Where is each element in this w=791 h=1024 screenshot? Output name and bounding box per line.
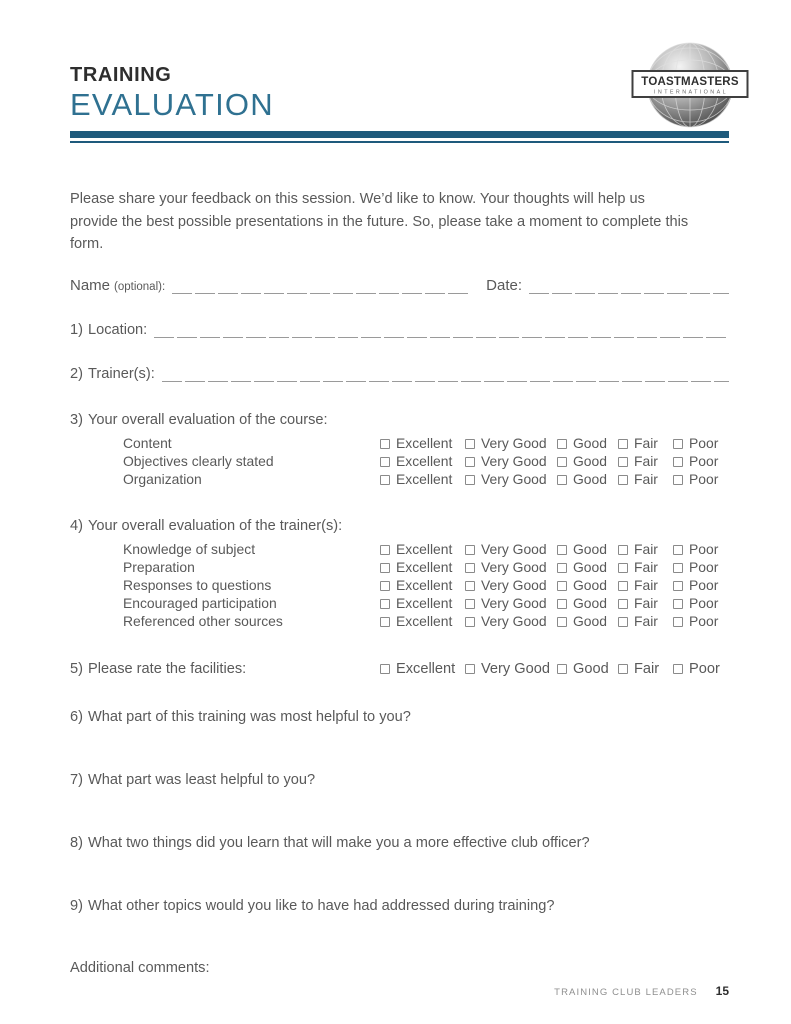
rule-thin — [70, 141, 729, 144]
rating-label: Very Good — [481, 594, 547, 611]
checkbox-icon[interactable] — [673, 581, 683, 591]
checkbox-icon[interactable] — [673, 457, 683, 467]
checkbox-icon[interactable] — [557, 581, 567, 591]
question-least-helpful — [70, 772, 729, 788]
rating-option-excellent[interactable] — [380, 470, 465, 488]
checkbox-icon[interactable] — [618, 599, 628, 609]
rating-label: Poor — [689, 452, 719, 469]
rating-label: Poor — [689, 558, 719, 575]
checkbox-icon[interactable] — [618, 457, 628, 467]
rating-label: Fair — [634, 434, 658, 451]
checkbox-icon[interactable] — [557, 439, 567, 449]
checkbox-icon[interactable] — [380, 581, 390, 591]
rating-option-good[interactable] — [557, 576, 618, 594]
rating-option-very-good[interactable] — [465, 660, 557, 678]
checkbox-icon[interactable] — [673, 599, 683, 609]
rating-label: Poor — [689, 612, 719, 629]
rating-label: Excellent — [396, 660, 456, 677]
question-trainer-evaluation — [70, 518, 729, 630]
trainer-rating-rows — [70, 540, 729, 630]
checkbox-icon[interactable] — [380, 599, 390, 609]
rating-option-poor[interactable] — [673, 594, 729, 612]
rating-label: Very Good — [481, 576, 547, 593]
checkbox-icon[interactable] — [673, 617, 683, 627]
checkbox-icon[interactable] — [380, 439, 390, 449]
question-label: Your overall evaluation of the course: — [88, 411, 328, 428]
rating-option-poor[interactable] — [673, 612, 729, 630]
location-input-line[interactable] — [154, 324, 729, 338]
rating-label: Excellent — [396, 452, 453, 469]
question-label: Your overall evaluation of the trainer(s): — [88, 517, 343, 534]
footer-page-number: 15 — [715, 984, 729, 998]
checkbox-icon[interactable] — [380, 664, 390, 674]
rating-option-poor[interactable] — [673, 660, 729, 678]
rating-label: Good — [573, 470, 607, 487]
rating-row — [123, 434, 729, 452]
question-trainers — [70, 366, 729, 382]
trainers-input-line[interactable] — [162, 368, 729, 382]
question-label: What other topics would you like to have had addressed during training? — [88, 897, 555, 914]
question-most-helpful — [70, 709, 729, 725]
rating-option-excellent[interactable] — [380, 452, 465, 470]
checkbox-icon[interactable] — [557, 457, 567, 467]
rating-label: Excellent — [396, 540, 453, 557]
rating-option-poor[interactable] — [673, 540, 729, 558]
header-rule — [70, 131, 729, 144]
rating-option-good[interactable] — [557, 540, 618, 558]
globe-icon — [631, 40, 749, 130]
rating-row — [123, 452, 729, 470]
logo-text-secondary: INTERNATIONAL — [654, 89, 728, 96]
date-label: Date: — [486, 276, 522, 294]
rating-label: Good — [573, 434, 607, 451]
rating-label: Very Good — [481, 558, 547, 575]
rating-label: Good — [573, 612, 607, 629]
rating-label: Fair — [634, 558, 658, 575]
rating-label: Very Good — [481, 660, 550, 677]
page-title: EVALUATION — [70, 87, 274, 122]
rating-option-excellent[interactable] — [380, 434, 465, 452]
checkbox-icon[interactable] — [465, 664, 475, 674]
rating-row — [123, 576, 729, 594]
rating-option-good[interactable] — [557, 612, 618, 630]
rating-label: Fair — [634, 540, 658, 557]
checkbox-icon[interactable] — [465, 617, 475, 627]
question-other-topics — [70, 898, 729, 914]
rating-label: Poor — [689, 576, 719, 593]
checkbox-icon[interactable] — [673, 563, 683, 573]
rating-label: Fair — [634, 612, 658, 629]
question-number: 2) — [70, 365, 83, 382]
question-course-evaluation — [70, 412, 729, 488]
criterion-label: Encouraged participation — [123, 594, 277, 611]
question-label: Trainer(s): — [88, 365, 155, 382]
rating-option-good[interactable] — [557, 558, 618, 576]
rating-option-fair[interactable] — [618, 594, 673, 612]
question-label: Location: — [88, 321, 148, 338]
rating-label: Fair — [634, 470, 658, 487]
rating-label: Very Good — [481, 540, 547, 557]
question-number: 5) — [70, 660, 83, 677]
checkbox-icon[interactable] — [465, 563, 475, 573]
rating-option-very-good[interactable] — [465, 558, 557, 576]
name-label: Name — [70, 276, 111, 294]
checkbox-icon[interactable] — [673, 439, 683, 449]
rating-option-fair[interactable] — [618, 540, 673, 558]
checkbox-icon[interactable] — [618, 475, 628, 485]
rating-option-poor[interactable] — [673, 558, 729, 576]
rating-row — [123, 558, 729, 576]
checkbox-icon[interactable] — [557, 545, 567, 555]
criterion-label: Content — [123, 434, 172, 451]
checkbox-icon[interactable] — [380, 545, 390, 555]
checkbox-icon[interactable] — [557, 617, 567, 627]
question-label: What part was least helpful to you? — [88, 771, 316, 788]
rating-label: Poor — [689, 434, 719, 451]
rating-label: Very Good — [481, 612, 547, 629]
criterion-label: Referenced other sources — [123, 612, 283, 629]
rating-option-fair[interactable] — [618, 660, 673, 678]
rating-label: Poor — [689, 660, 720, 677]
question-label: What part of this training was most helpful to you? — [88, 708, 411, 725]
rating-option-fair[interactable] — [618, 470, 673, 488]
page-title-kicker: TRAINING — [70, 64, 172, 86]
rating-label: Very Good — [481, 470, 547, 487]
question-number: 8) — [70, 834, 83, 851]
course-rating-rows — [70, 434, 729, 488]
question-number: 9) — [70, 897, 83, 914]
rating-label: Good — [573, 540, 607, 557]
rating-label: Good — [573, 660, 609, 677]
rating-option-very-good[interactable] — [465, 470, 557, 488]
checkbox-icon[interactable] — [465, 475, 475, 485]
checkbox-icon[interactable] — [673, 475, 683, 485]
rating-label: Excellent — [396, 470, 453, 487]
rating-label: Poor — [689, 540, 719, 557]
checkbox-icon[interactable] — [465, 439, 475, 449]
rating-label: Very Good — [481, 452, 547, 469]
rating-label: Good — [573, 452, 607, 469]
rating-option-excellent[interactable] — [380, 594, 465, 612]
question-number: 4) — [70, 517, 83, 534]
rating-label: Excellent — [396, 594, 453, 611]
question-number: 6) — [70, 708, 83, 725]
question-number: 1) — [70, 321, 83, 338]
question-number: 3) — [70, 411, 83, 428]
rating-label: Fair — [634, 594, 658, 611]
footer — [554, 984, 729, 998]
rating-option-fair[interactable] — [618, 612, 673, 630]
rating-row — [123, 612, 729, 630]
date-input-line[interactable] — [529, 280, 729, 294]
rule-thick — [70, 131, 729, 138]
rating-option-very-good[interactable] — [465, 576, 557, 594]
rating-row — [123, 594, 729, 612]
question-label: Please rate the facilities: — [88, 660, 247, 677]
checkbox-icon[interactable] — [673, 664, 683, 674]
rating-label: Fair — [634, 660, 660, 677]
rating-option-good[interactable] — [557, 660, 618, 678]
checkbox-icon[interactable] — [465, 545, 475, 555]
question-two-things-learned — [70, 835, 729, 851]
rating-option-fair[interactable] — [618, 558, 673, 576]
toastmasters-logo — [631, 40, 749, 130]
rating-option-very-good[interactable] — [465, 612, 557, 630]
criterion-label: Knowledge of subject — [123, 540, 256, 557]
checkbox-icon[interactable] — [380, 617, 390, 627]
rating-option-poor[interactable] — [673, 470, 729, 488]
criterion-label: Responses to questions — [123, 576, 272, 593]
criterion-label: Organization — [123, 470, 202, 487]
rating-row — [123, 470, 729, 488]
checkbox-icon[interactable] — [465, 599, 475, 609]
rating-option-very-good[interactable] — [465, 540, 557, 558]
rating-label: Very Good — [481, 434, 547, 451]
question-label: What two things did you learn that will make you a more effective club officer? — [88, 834, 590, 851]
intro-text: Please share your feedback on this session. We’d like to know. Your thoughts will help us provide the best possible presentations in the future. So, please take a moment to complete this form. — [70, 191, 689, 253]
rating-label: Excellent — [396, 558, 453, 575]
rating-option-good[interactable] — [557, 434, 618, 452]
rating-option-good[interactable] — [557, 452, 618, 470]
additional-comments-label: Additional comments: — [70, 959, 210, 976]
checkbox-icon[interactable] — [465, 457, 475, 467]
rating-label: Poor — [689, 594, 719, 611]
question-facilities — [70, 660, 729, 678]
rating-option-excellent[interactable] — [380, 576, 465, 594]
checkbox-icon[interactable] — [557, 599, 567, 609]
criterion-label: Preparation — [123, 558, 195, 575]
logo-text-primary: TOASTMASTERS — [641, 76, 739, 88]
rating-option-good[interactable] — [557, 594, 618, 612]
rating-option-excellent[interactable] — [380, 540, 465, 558]
checkbox-icon[interactable] — [380, 457, 390, 467]
question-number: 7) — [70, 771, 83, 788]
header — [70, 64, 739, 122]
checkbox-icon[interactable] — [380, 475, 390, 485]
rating-label: Fair — [634, 452, 658, 469]
rating-option-fair[interactable] — [618, 452, 673, 470]
rating-option-very-good[interactable] — [465, 594, 557, 612]
question-location — [70, 322, 729, 338]
rating-option-very-good[interactable] — [465, 452, 557, 470]
rating-option-fair[interactable] — [618, 434, 673, 452]
name-date-row — [70, 277, 729, 294]
rating-row — [123, 540, 729, 558]
rating-option-poor[interactable] — [673, 452, 729, 470]
checkbox-icon[interactable] — [618, 439, 628, 449]
rating-label: Excellent — [396, 576, 453, 593]
rating-label: Excellent — [396, 434, 453, 451]
rating-label: Good — [573, 594, 607, 611]
rating-label: Fair — [634, 576, 658, 593]
rating-option-poor[interactable] — [673, 434, 729, 452]
rating-option-poor[interactable] — [673, 576, 729, 594]
checkbox-icon[interactable] — [618, 617, 628, 627]
rating-label: Good — [573, 576, 607, 593]
rating-label: Poor — [689, 470, 719, 487]
checkbox-icon[interactable] — [618, 545, 628, 555]
footer-doc-title: TRAINING CLUB LEADERS — [554, 987, 698, 998]
checkbox-icon[interactable] — [673, 545, 683, 555]
checkbox-icon[interactable] — [557, 475, 567, 485]
checkbox-icon[interactable] — [557, 563, 567, 573]
name-input-line[interactable] — [172, 280, 470, 294]
rating-label: Good — [573, 558, 607, 575]
name-optional-label: (optional): — [114, 280, 166, 293]
rating-label: Excellent — [396, 612, 453, 629]
rating-option-excellent[interactable] — [380, 558, 465, 576]
rating-option-excellent[interactable] — [380, 660, 465, 678]
rating-option-excellent[interactable] — [380, 612, 465, 630]
checkbox-icon[interactable] — [618, 563, 628, 573]
criterion-label: Objectives clearly stated — [123, 452, 274, 469]
rating-option-fair[interactable] — [618, 576, 673, 594]
checkbox-icon[interactable] — [618, 581, 628, 591]
checkbox-icon[interactable] — [618, 664, 628, 674]
rating-option-very-good[interactable] — [465, 434, 557, 452]
rating-option-good[interactable] — [557, 470, 618, 488]
checkbox-icon[interactable] — [465, 581, 475, 591]
checkbox-icon[interactable] — [380, 563, 390, 573]
checkbox-icon[interactable] — [557, 664, 567, 674]
